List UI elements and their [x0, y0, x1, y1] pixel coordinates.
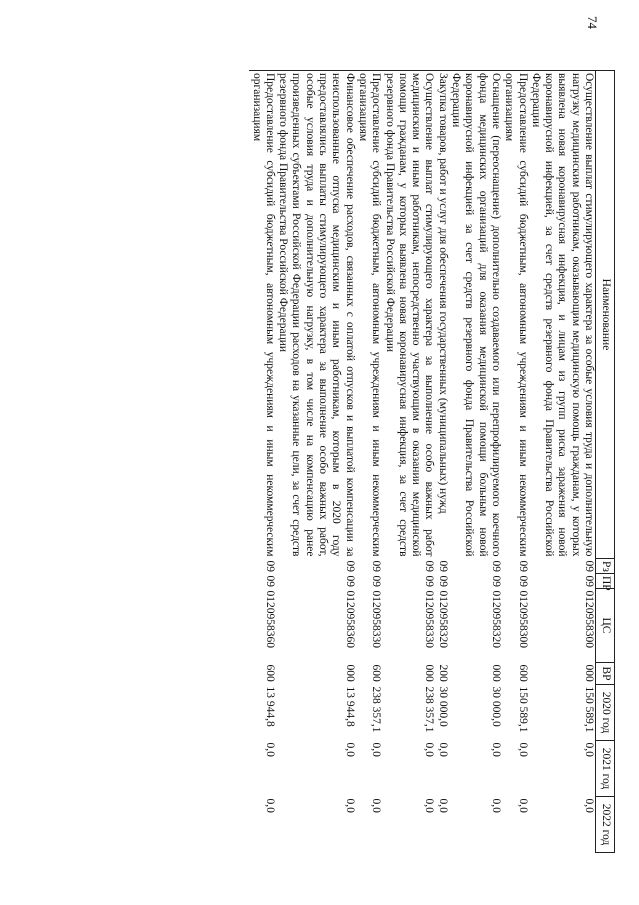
row-vr: 600 — [370, 664, 383, 682]
header-rz: Рз — [596, 559, 615, 574]
row-rz: 09 — [263, 560, 276, 572]
row-pr: 09 — [343, 575, 356, 587]
row-vr: 600 — [263, 664, 276, 682]
header-pr: ПР — [596, 574, 615, 589]
row-2021: 0,0 — [370, 742, 383, 757]
row-cs: 0120958300 — [583, 590, 595, 648]
table-row — [276, 71, 356, 853]
row-name: Предоставление субсидий бюджетным, автономным учреждениям и иным некоммерческим организациям — [356, 71, 383, 559]
row-cs: 0120958300 — [516, 590, 529, 648]
row-2022: 0,0 — [583, 798, 595, 813]
row-2020: 13 944,8 — [343, 686, 356, 727]
budget-table-container — [90, 70, 615, 850]
row-name: Предоставление субсидий бюджетным, автономным учреждениям и иным некоммерческим организациям — [249, 71, 276, 559]
row-2020: 30 000,0 — [436, 686, 449, 727]
row-2021: 0,0 — [263, 742, 276, 757]
row-2022: 0,0 — [343, 798, 356, 813]
row-name: Предоставление субсидий бюджетным, автономным учреждениям и иным некоммерческим организациям — [502, 71, 529, 559]
row-vr: 000 — [583, 664, 595, 682]
header-vr: ВР — [596, 663, 615, 685]
row-2022: 0,0 — [516, 798, 529, 813]
row-cs: 0120958360 — [343, 590, 356, 648]
row-vr: 600 — [516, 664, 529, 682]
row-name: Оснащение (переоснащение) дополнительно создаваемого или перепрофилируемого коечного фонда медицинских организаций для оказания медицинской помощи больным новой коронавирусной инфекцией за счет средств резервного фонда Правительства Российской Федерации — [449, 71, 502, 559]
row-name: Осуществление выплат стимулирующего характера за особые условия труда и дополнительную нагрузку медицинским работникам, оказывающим медицинскую помощь гражданам, у которых выявлена новая коронавирусная инфекция, и лицам из групп риска заражения новой коронавирусной инфекцией, за счет средств резервного фонда Правительства Российской Федерации — [529, 71, 596, 559]
row-name: Осуществление выплат стимулирующего характера за выполнение особо важных работ медицинским и иным работникам, непосредственно участвующим в оказании медицинской помощи гражданам, у которых выявлена новая коронавирусная инфекция, за счет средств резервного фонда Правительства Российской Федерации — [382, 71, 435, 559]
row-pr: 09 — [423, 575, 436, 587]
row-cs: 0120958320 — [489, 590, 502, 648]
page-number: 74 — [585, 16, 600, 29]
row-2020: 150 589,1 — [583, 686, 595, 733]
row-2021: 0,0 — [436, 742, 449, 757]
row-2020: 13 944,8 — [263, 686, 276, 727]
row-name: Закупка товаров, работ и услуг для обеспечения государственных (муниципальных) нужд — [435, 71, 448, 559]
header-2021: 2021 год — [596, 741, 615, 797]
row-vr: 200 — [436, 664, 449, 682]
row-rz: 09 — [436, 560, 449, 572]
row-rz: 09 — [583, 560, 595, 572]
row-2021: 0,0 — [489, 742, 502, 757]
row-vr: 000 — [489, 664, 502, 682]
row-name: Финансовое обеспечение расходов, связанных с оплатой отпусков и выплатой компенсации за неиспользованные отпуска медицинским и иным работникам, которым в 2020 году предоставлялись выплаты стимулирующего характера за выполнение особо важных работ, особые условия труда и дополнительную нагрузку, в том числе на компенсацию ранее произведенных субъектами Российской Федерации расходов на указанные цели, за счет средств резервного фонда Правительства Российской Федерации — [276, 71, 356, 559]
row-vr: 000 — [423, 664, 436, 682]
row-cs: 0120958330 — [423, 590, 436, 648]
row-2021: 0,0 — [343, 742, 356, 757]
row-vr: 000 — [343, 664, 356, 682]
row-cs: 0120958360 — [263, 590, 276, 648]
row-cs: 0120958330 — [370, 590, 383, 648]
row-2021: 0,0 — [516, 742, 529, 757]
table-row — [435, 71, 448, 853]
row-rz: 09 — [516, 560, 529, 572]
row-2020: 238 357,1 — [370, 686, 383, 733]
row-2022: 0,0 — [489, 798, 502, 813]
row-2020: 238 357,1 — [423, 686, 436, 733]
header-2022: 2022 год — [596, 797, 615, 853]
row-2020: 150 589,1 — [516, 686, 529, 733]
budget-table — [249, 70, 615, 853]
header-name: Наименование — [596, 71, 615, 559]
row-2021: 0,0 — [423, 742, 436, 757]
header-2020: 2020 год — [596, 685, 615, 741]
row-2022: 0,0 — [423, 798, 436, 813]
row-pr: 09 — [263, 575, 276, 587]
table-row — [382, 71, 435, 853]
row-rz: 09 — [370, 560, 383, 572]
row-pr: 09 — [436, 575, 449, 587]
table-row — [449, 71, 502, 853]
row-pr: 09 — [370, 575, 383, 587]
row-2022: 0,0 — [436, 798, 449, 813]
row-2020: 30 000,0 — [489, 686, 502, 727]
row-rz: 09 — [343, 560, 356, 572]
row-pr: 09 — [516, 575, 529, 587]
row-cs: 0120958320 — [436, 590, 449, 648]
header-cs: ЦС — [596, 589, 615, 663]
table-row — [529, 71, 596, 853]
table-row — [502, 71, 529, 853]
row-rz: 09 — [489, 560, 502, 572]
table-row — [356, 71, 383, 853]
table-header-row — [596, 71, 615, 853]
row-2021: 0,0 — [583, 742, 595, 757]
row-pr: 09 — [489, 575, 502, 587]
row-pr: 09 — [583, 575, 595, 587]
row-2022: 0,0 — [263, 798, 276, 813]
row-rz: 09 — [423, 560, 436, 572]
row-2022: 0,0 — [370, 798, 383, 813]
table-row — [249, 71, 276, 853]
